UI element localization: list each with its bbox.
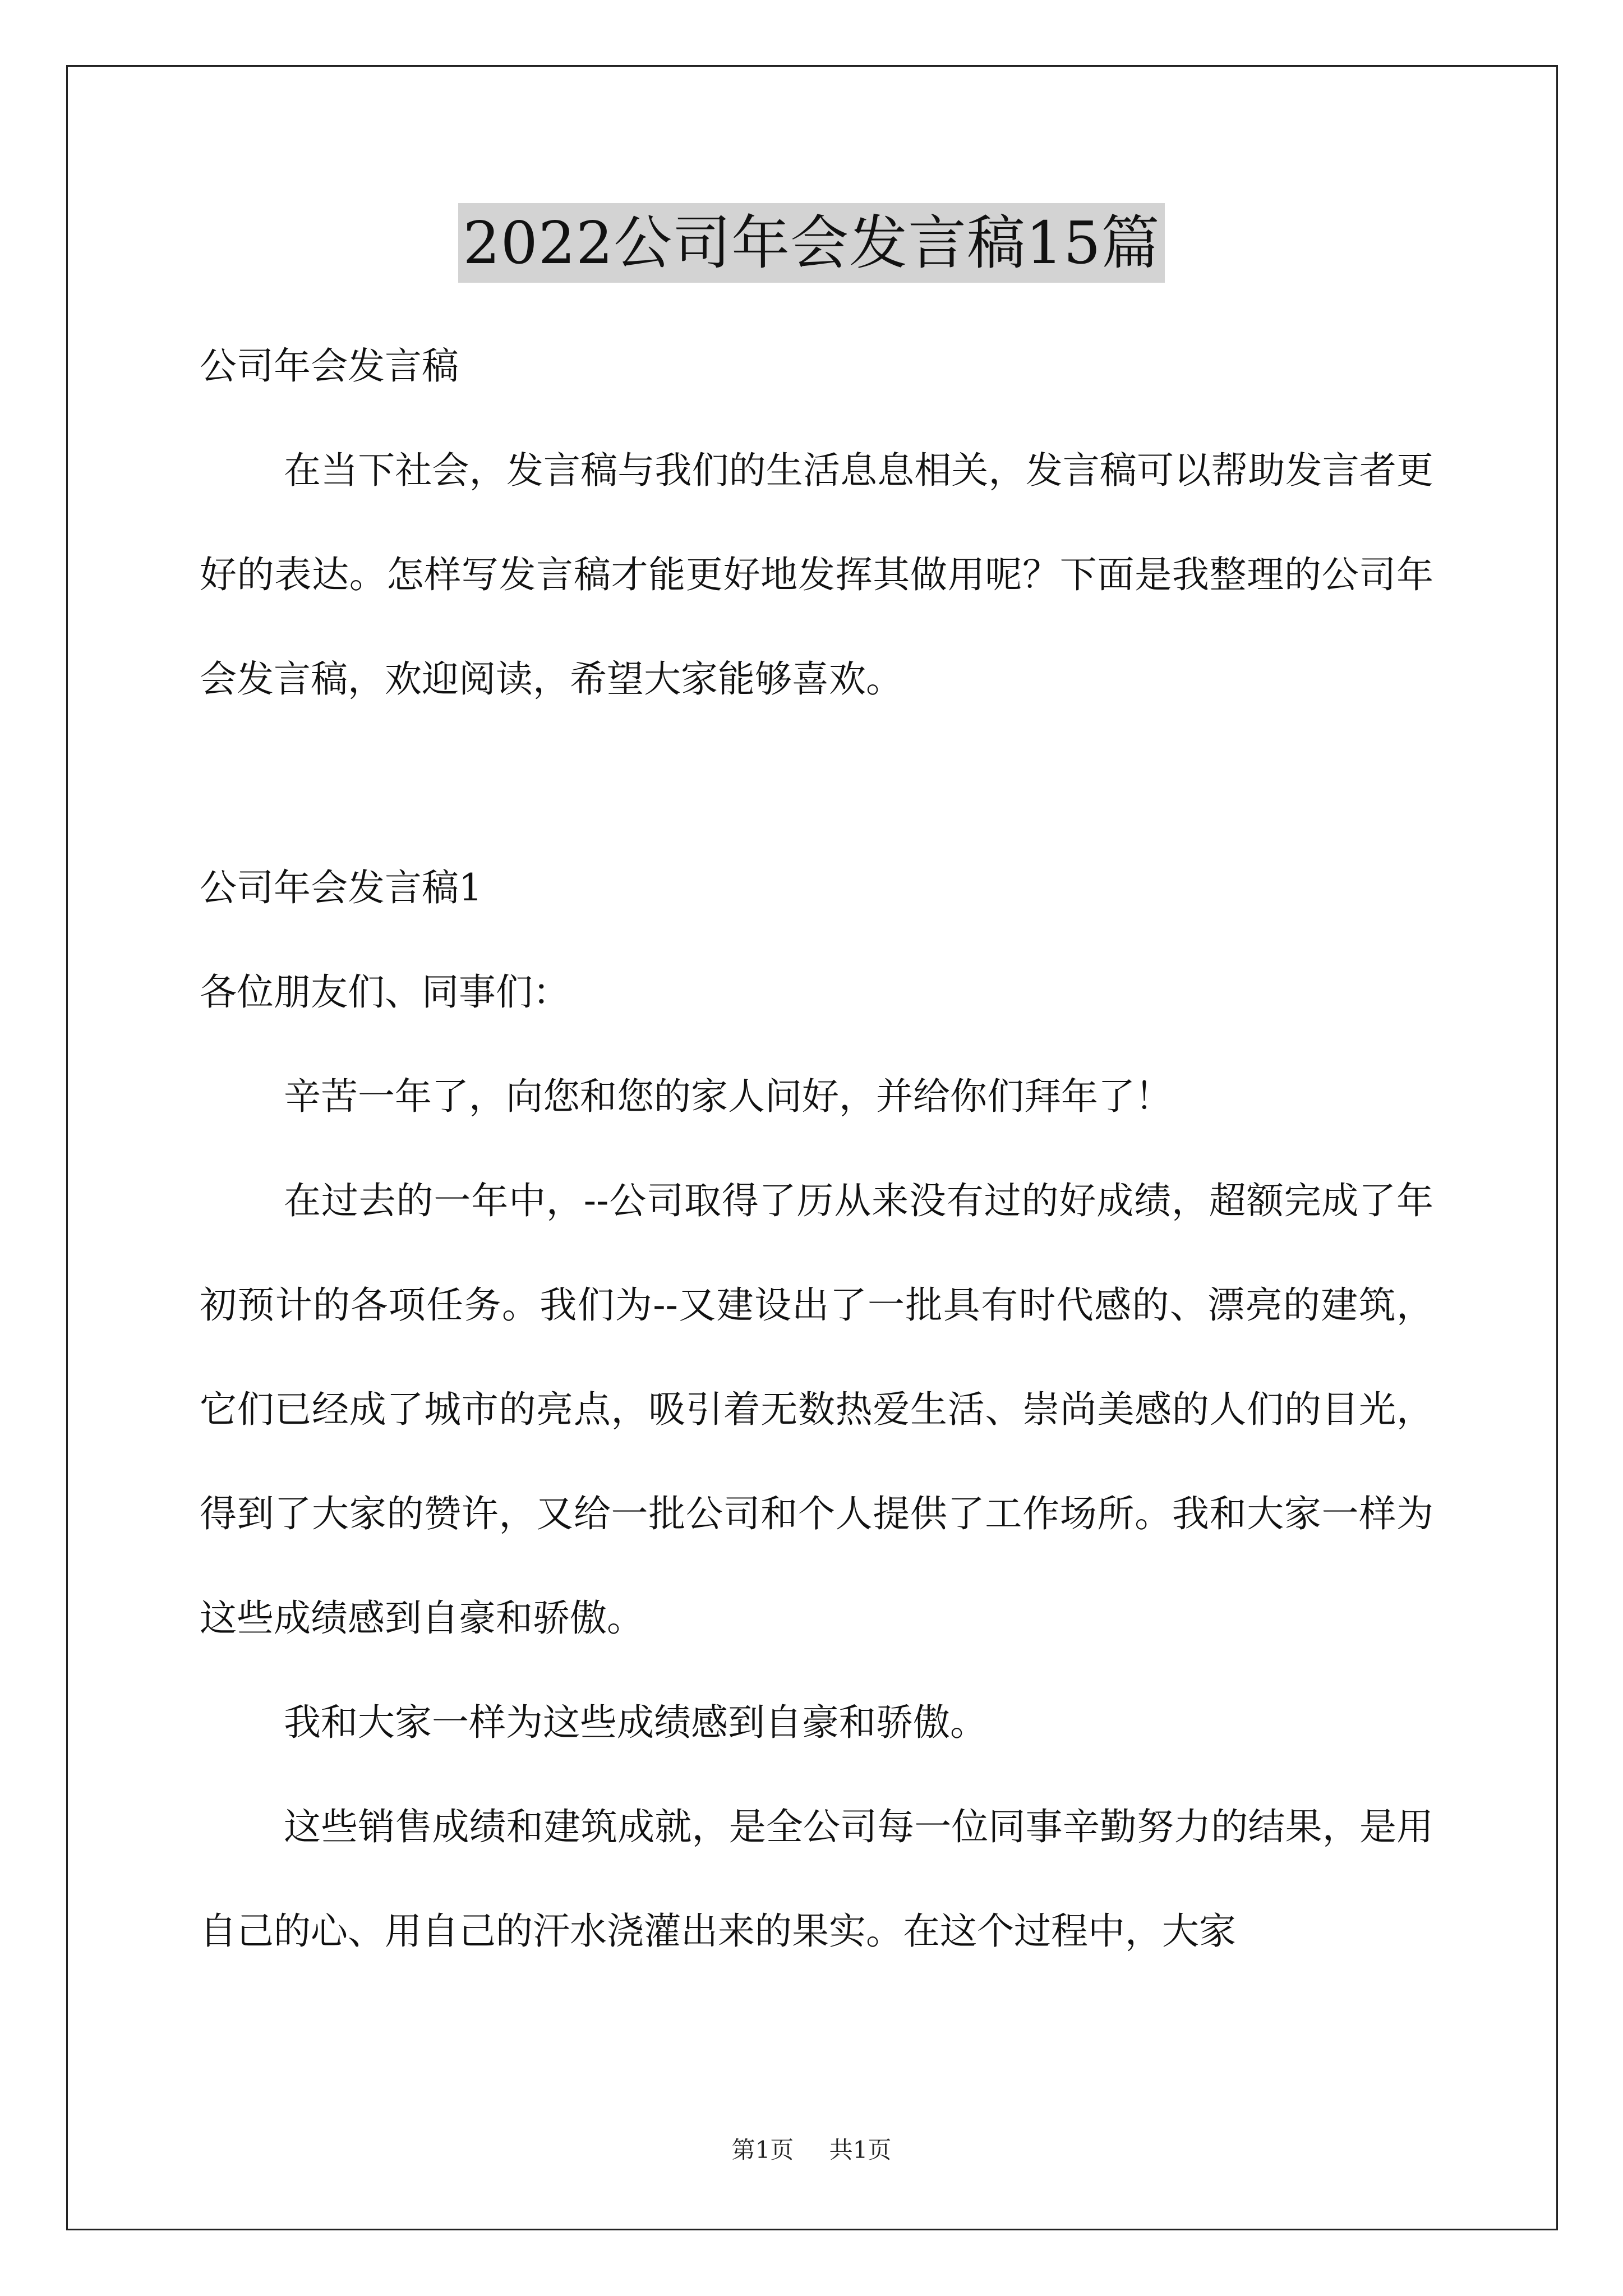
page-footer bbox=[0, 2132, 1623, 2165]
page-number-total: 共1页 bbox=[829, 2136, 892, 2164]
intro-paragraph: 在当下社会，发言稿与我们的生活息息相关，发言稿可以帮助发言者更好的表达。怎样写发言稿才能更好地发挥其做用呢？下面是我整理的公司年会发言稿，欢迎阅读，希望大家能够喜欢。 bbox=[200, 449, 1433, 701]
page-number-current: 第1页 bbox=[731, 2136, 794, 2164]
body-paragraph: 我和大家一样为这些成绩感到自豪和骄傲。 bbox=[284, 1701, 987, 1744]
title-container bbox=[0, 203, 1623, 283]
section-heading: 公司年会发言稿1 bbox=[200, 866, 482, 909]
body-paragraph: 在过去的一年中，--公司取得了历从来没有过的好成绩，超额完成了年初预计的各项任务。我们为--又建设出了一批具有时代感的、漂亮的建筑，它们已经成了城市的亮点，吸引着无数热爱生活、崇尚美感的人们的目光，得到了大家的赞许，又给一批公司和个人提供了工作场所。我和大家一样为这些成绩感到自豪和骄傲。 bbox=[200, 1179, 1433, 1640]
document-title: 2022公司年会发言稿15篇 bbox=[458, 203, 1164, 283]
body-paragraph: 这些销售成绩和建筑成就，是全公司每一位同事辛勤努力的结果，是用自己的心、用自己的汗水浇灌出来的果实。在这个过程中，大家 bbox=[200, 1805, 1433, 1953]
salutation: 各位朋友们、同事们： bbox=[200, 970, 570, 1014]
document-body bbox=[200, 314, 1433, 1984]
section-spacer bbox=[200, 731, 1433, 836]
intro-heading: 公司年会发言稿 bbox=[200, 344, 459, 388]
body-paragraph: 辛苦一年了，向您和您的家人问好，并给你们拜年了！ bbox=[284, 1075, 1172, 1118]
